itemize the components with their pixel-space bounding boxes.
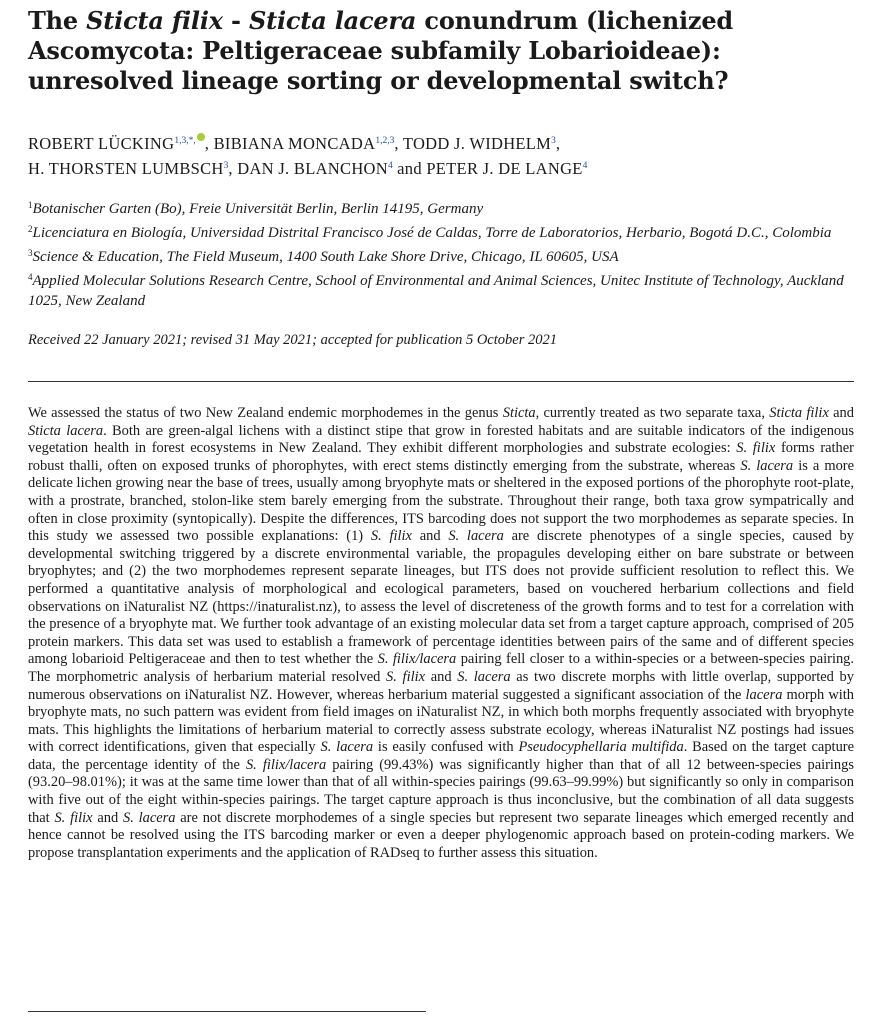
orcid-icon[interactable]	[197, 133, 205, 141]
taxon-name: S. filix	[386, 668, 426, 685]
affiliation-number: 1	[28, 200, 33, 210]
abstract-text: We assessed the status of two New Zealand endemic morphodemes in the genus Sticta, currently treated as two separate taxa, Sticta filix and Sticta lacera. Both are green-algal lichens with a distinct stipe that grow in forested habitats and are suitable indicators of the indigenous vegetation health in forest ecosystems in New Zealand. They exhibit different morphologies and substrate ecologies: S. filix forms rather robust thalli, often on exposed trunks of phorophytes, with erect stems distinctly emerging from the substrate, whereas S. lacera is a more delicate lichen growing near the base of trees, usually among bryophyte mats or sheltered in the exposed portions of the phorophyte root-plate, with a prostrate, branched, stolon-like stem barely emerging from the substrate. Throughout their range, both taxa grow sympatrically and often in close proximity (syntopically). Despite the differences, ITS barcoding does not support the two morphodemes as separate species. In this study we assessed two possible explanations: (1) S. filix and S. lacera are discrete phenotypes of a single species, caused by developmental switching triggered by a discrete environmental variable, the propagules developing either on bare substrate or between bryophytes; and (2) the two morphodemes represent separate lineages, but ITS does not provide sufficient resolution to reflect this. We performed a quantitative analysis of morphological and ecological parameters, based on vouchered herbarium collections and field observations on iNaturalist NZ (https://inaturalist.nz), to assess the level of discreteness of the growth forms and to test for a correlation with the presence of a bryophyte mat. We further took advantage of an existing molecular data set from a target capture approach, comprised of 205 protein markers. This data set was used to establish a framework of percentage identities between pairs of the same and of different species among lobarioid Peltigeraceae and then to test whether the S. filix/lacera pairing fell closer to a within-species or a between-species pairing. The morphometric analysis of herbarium material resolved S. filix and S. lacera as two discrete morphs with little overlap, supported by numerous observations on iNaturalist NZ. However, whereas herbarium material suggested a significant association of the lacera morph with bryophyte mats, no such pattern was evident from field images on iNaturalist NZ, in which both morphs frequently associated with bryophyte mats. This highlights the limitations of herbarium material to correctly assess substrate ecology, whereas iNaturalist NZ postings had issues with correct identifications, given that especially S. lacera is easily confused with Pseudocyphellaria multifida. Based on the target capture data, the percentage identity of the S. filix/lacera pairing (99.43%) was significantly higher than that of all 12 between-species pairings (93.20–98.01%); it was at the same time lower than that of all within-species pairings (99.63–99.99%) but significantly so only in comparison with five out of the eight within-species pairings. The target capture approach is thus inconclusive, but the combination of all data suggests that S. filix and S. lacera are not discrete morphodemes of a single species but represent two separate lineages which emerged recently and hence cannot be resolved using the ITS barcoding marker or even a deeper phylogenomic approach based on protein-coding markers. We propose transplantation experiments and the application of RADseq to further assess this situation.	[28, 405, 855, 861]
affiliation-number: 2	[28, 224, 33, 234]
affiliation-number: 3	[28, 248, 33, 258]
affiliation-item	[28, 243, 854, 267]
taxon-name: S. lacera	[740, 457, 794, 474]
taxon-name: S. lacera	[122, 809, 176, 826]
author-name: PETER J. DE LANGE	[426, 159, 583, 178]
author-name: H. THORSTEN LUMBSCH	[28, 159, 224, 178]
affiliation-text: Science & Education, The Field Museum, 1400 South Lake Shore Drive, Chicago, IL 60605, USA	[32, 249, 619, 265]
author-affil-link[interactable]: 1,2,3	[375, 136, 395, 146]
author-name: BIBIANA MONCADA	[213, 134, 376, 153]
author-conjunction: and	[397, 159, 422, 178]
title-taxon: Sticta filix	[86, 6, 223, 35]
taxon-name: S. filix	[54, 809, 93, 826]
taxon-name: S. filix	[370, 528, 412, 545]
taxon-name: Sticta	[502, 405, 536, 421]
article-title	[28, 6, 854, 96]
affiliation-text: Botanischer Garten (Bo), Freie Universität Berlin, Berlin 14195, Germany	[32, 201, 484, 217]
affiliation-list	[28, 195, 854, 311]
affiliation-text: Licenciatura en Biología, Universidad Distrital Francisco José de Caldas, Torre de Laboratorios, Herbario, Bogotá D.C., Colombia	[32, 225, 832, 241]
taxon-name: S. lacera	[457, 668, 511, 685]
inaturalist-link[interactable]: https://inaturalist.nz	[217, 598, 333, 615]
section-divider	[28, 381, 854, 382]
taxon-name: Sticta filix	[769, 405, 829, 421]
title-text: conundrum (lichenized Ascomycota: Peltigeraceae subfamily Lobarioideae): unresolved lineage sorting or developmental switch?	[28, 6, 733, 95]
affiliation-item	[28, 195, 854, 219]
taxon-name: Pseudocyphellaria multifida	[518, 739, 684, 756]
taxon-name: S. lacera	[320, 739, 374, 756]
title-text: -	[222, 6, 249, 35]
author-affil-link[interactable]: 3	[223, 161, 229, 171]
taxon-name: Sticta lacera	[28, 422, 104, 439]
footnote-divider	[28, 1011, 426, 1012]
author-name: TODD J. WIDHELM	[402, 134, 552, 153]
affiliation-text: Applied Molecular Solutions Research Centre, School of Environmental and Animal Sciences, Unitec Institute of Technology, Auckland 1025, New Zealand	[28, 273, 844, 309]
title-taxon: Sticta lacera	[248, 6, 417, 35]
article-page	[28, 6, 854, 862]
author-affil-link[interactable]: 3	[551, 136, 556, 146]
affiliation-number: 4	[28, 272, 33, 282]
title-text: The	[28, 6, 87, 35]
publication-history: Received 22 January 2021; revised 31 May 2021; accepted for publication 5 October 2021	[28, 332, 557, 348]
taxon-name: S. filix/lacera	[377, 651, 457, 668]
taxon-name: S. filix	[736, 440, 776, 457]
author-affil-link[interactable]: 1,3,*,	[174, 136, 196, 146]
author-affil-link[interactable]: 4	[387, 161, 393, 171]
author-affil-link[interactable]: 4	[582, 161, 588, 171]
author-list: ROBERT $LÜCKING^{1,3,*,}$ , BIBIANA MONCADA$^{1,2,3}$, TODD J. WIDHELM$^3$, H. THORSTEN LUMBSCH$^3$, DAN J. BLANCHON$^4$ and PETER J. DE LANGE$^4$	[28, 134, 588, 178]
author-name: ROBERT LÜCKING	[28, 134, 175, 153]
taxon-name: S. filix/lacera	[245, 756, 327, 773]
taxon-name: S. lacera	[448, 528, 504, 545]
affiliation-item	[28, 219, 854, 243]
affiliation-item	[28, 267, 854, 311]
author-name: DAN J. BLANCHON	[237, 159, 388, 178]
taxon-name: lacera	[745, 686, 783, 703]
